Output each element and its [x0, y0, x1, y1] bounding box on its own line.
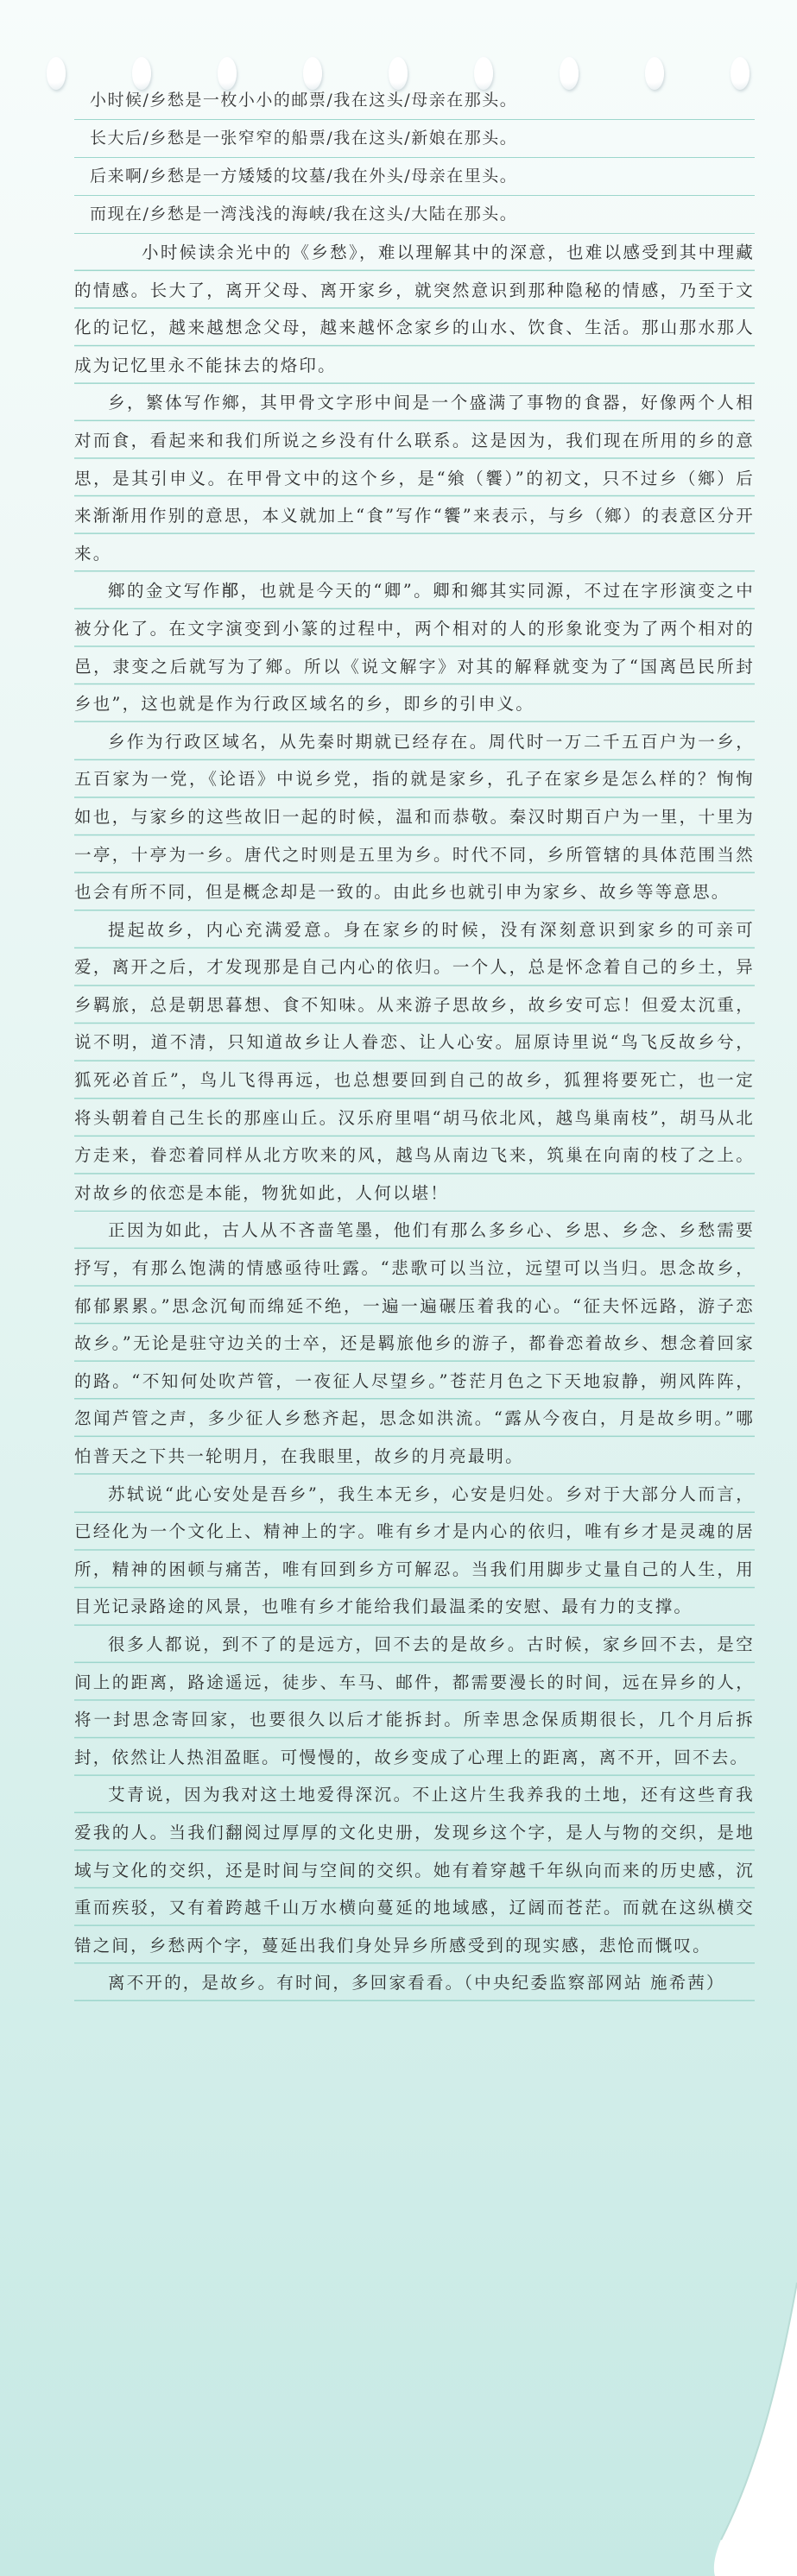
paragraph-ancient-poems: 正因为如此，古人从不吝啬笔墨，他们有那么多乡心、乡思、乡念、乡愁需要抒写，有那么饱满的情感亟待吐露。“悲歌可以当泣，远望可以当归。思念故乡，郁郁累累。”思念沉甸而绵延不绝，一遍一遍碾压着我的心。“征夫怀远路，游子恋故乡。”无论是驻守边关的士卒，还是羁旅他乡的游子，都眷恋着故乡、想念着回家的路。“不知何处吹芦管，一夜征人尽望乡。”苍茫月色之下天地寂静，朔风阵阵，忽闻芦管之声，多少征人乡愁齐起，思念如洪流。“露从今夜白，月是故乡明。”哪怕普天之下共一轮明月，在我眼里，故乡的月亮最明。 — [74, 1212, 755, 1475]
paragraph-distance: 很多人都说，到不了的是远方，回不去的是故乡。古时候，家乡回不去，是空间上的距离，路途遥远，徒步、车马、邮件，都需要漫长的时间，远在异乡的人，将一封思念寄回家，也要很久以后才能拆封。所幸思念保质期很长，几个月后拆封，依然让人热泪盈眶。可慢慢的，故乡变成了心理上的距离，离不开，回不去。 — [74, 1626, 755, 1776]
paragraph-love-of-hometown: 提起故乡，内心充满爱意。身在家乡的时候，没有深刻意识到家乡的可亲可爱，离开之后，才发现那是自己内心的依归。一个人，总是怀念着自己的乡土，异乡羁旅，总是朝思暮想、食不知味。从来游子思故乡，故乡安可忘！但爱太沉重，说不明，道不清，只知道故乡让人眷恋、让人心安。屈原诗里说“鸟飞反故乡兮，狐死必首丘”，鸟儿飞得再远，也总想要回到自己的故乡，狐狸将要死亡，也一定将头朝着自己生长的那座山丘。汉乐府里唱“胡马依北风，越鸟巢南枝”，胡马从北方走来，眷恋着同样从北方吹来的风，越鸟从南边飞来，筑巢在向南的枝了之上。对故乡的依恋是本能，物犹如此，人何以堪！ — [74, 911, 755, 1212]
paragraph-bronze-script: 鄉的金文写作𨛍，也就是今天的“卿”。卿和鄉其实同源，不过在字形演变之中被分化了。在文字演变到小篆的过程中，两个相对的人的形象讹变为了两个相对的邑，隶变之后就写为了鄉。所以《说文解字》对其的解释就变为了“国离邑民所封乡也”，这也就是作为行政区域名的乡，即乡的引申义。 — [74, 572, 755, 722]
paragraph-ai-qing: 艾青说，因为我对这土地爱得深沉。不止这片生我养我的土地，还有这些育我爱我的人。当我们翻阅过厚厚的文化史册，发现乡这个字，是人与物的交织，是地域与文化的交织，还是时间与空间的交织。她有着穿越千年纵向而来的历史感，沉重而疾驳，又有着跨越千山万水横向蔓延的地域感，辽阔而苍茫。而就在这纵横交错之间，乡愁两个字，蔓延出我们身处异乡所感受到的现实感，悲怆而慨叹。 — [74, 1776, 755, 1964]
binder-hole — [47, 57, 66, 90]
poem-line: 小时候/乡愁是一枚小小的邮票/我在这头/母亲在那头。 — [74, 82, 755, 120]
paragraph-closing: 离不开的，是故乡。有时间，多回家看看。（中央纪委监察部网站 施希茜） — [74, 1964, 755, 2002]
article-body — [74, 82, 755, 2002]
paragraph-intro: 小时候读余光中的《乡愁》，难以理解其中的深意，也难以感受到其中理藏的情感。长大了，离开父母、离开家乡，就突然意识到那种隐秘的情感，乃至于文化的记忆，越来越想念父母，越来越怀念家乡的山水、饮食、生活。那山那水那人成为记忆里永不能抹去的烙印。 — [74, 234, 755, 384]
paragraph-administrative: 乡作为行政区域名，从先秦时期就已经存在。周代时一万二千五百户为一乡，五百家为一党，《论语》中说乡党，指的就是家乡，孔子在家乡是怎么样的？恂恂如也，与家乡的这些故旧一起的时候，温和而恭敬。秦汉时期百户为一里，十里为一亭，十亭为一乡。唐代之时则是五里为乡。时代不同，乡所管辖的具体范围当然也会有所不同，但是概念却是一致的。由此乡也就引申为家乡、故乡等等意思。 — [74, 723, 755, 911]
poem — [74, 82, 755, 234]
poem-line: 后来啊/乡愁是一方矮矮的坟墓/我在外头/母亲在里头。 — [74, 158, 755, 196]
paragraph-etymology: 乡，繁体写作鄉，其甲骨文字形中间是一个盛满了事物的食器，好像两个人相对而食，看起来和我们所说之乡没有什么联系。这是因为，我们现在所用的乡的意思，是其引申义。在甲骨文中的这个乡，是“飨（饗）”的初文，只不过乡（鄉）后来渐渐用作别的意思，本义就加上“食”写作“饗”来表示，与乡（鄉）的表意区分开来。 — [74, 384, 755, 572]
paragraph-su-shi: 苏轼说“此心安处是吾乡”，我生本无乡，心安是归处。乡对于大部分人而言，已经化为一个文化上、精神上的字。唯有乡才是内心的依归，唯有乡才是灵魂的居所，精神的困顿与痛苦，唯有回到乡方可解忍。当我们用脚步丈量自己的人生，用目光记录路途的风景，也唯有乡才能给我们最温柔的安慰、最有力的支撑。 — [74, 1476, 755, 1626]
page-curl-decoration — [0, 2265, 797, 2576]
poem-line: 而现在/乡愁是一湾浅浅的海峡/我在这头/大陆在那头。 — [74, 196, 755, 234]
poem-line: 长大后/乡愁是一张窄窄的船票/我在这头/新娘在那头。 — [74, 120, 755, 158]
